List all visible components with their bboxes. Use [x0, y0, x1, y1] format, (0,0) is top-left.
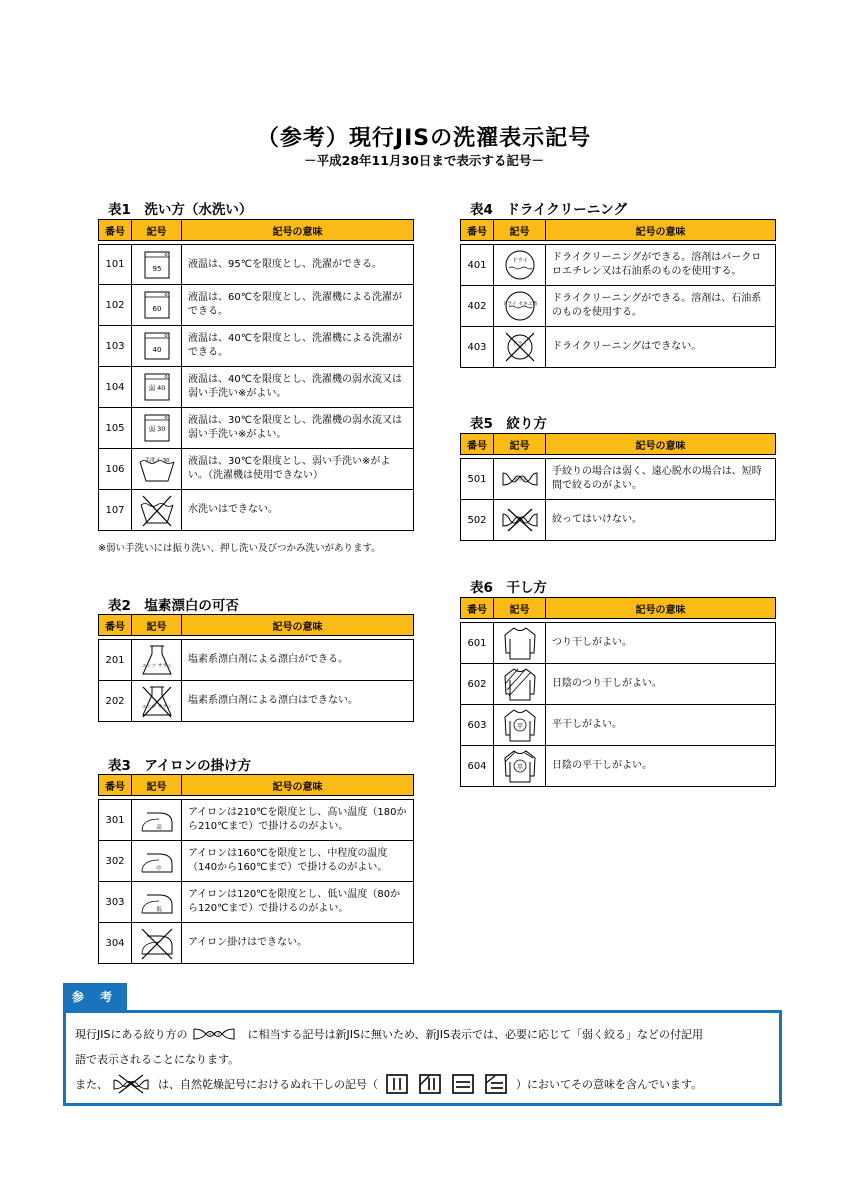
hand-wash-icon: [132, 449, 182, 490]
wash-95-icon: [132, 245, 182, 285]
row-meaning: 塩素系漂白剤による漂白はできない。: [182, 681, 414, 722]
table-row: [461, 623, 776, 664]
table-row: [99, 640, 414, 681]
table2-caption: 表2 塩素漂白の可否: [108, 598, 239, 614]
drip-flat-dry-shade-icon: [485, 1074, 507, 1094]
table-row: [461, 705, 776, 746]
do-not-iron-icon: [132, 923, 182, 964]
symbol-text: 40: [152, 346, 161, 354]
line-dry-icon: [494, 623, 546, 664]
table-row: [461, 459, 776, 500]
row-num: 202: [99, 681, 132, 722]
row-num: 602: [461, 664, 494, 705]
symbol-text: 弱 30: [148, 425, 165, 433]
row-num: 501: [461, 459, 494, 500]
row-num: 104: [99, 367, 132, 408]
row-meaning: 塩素系漂白剤による漂白ができる。: [182, 640, 414, 681]
row-num: 603: [461, 705, 494, 746]
table-row: [99, 800, 414, 841]
header-meaning: 記号の意味: [182, 775, 414, 796]
page-subtitle: －平成28年11月30日まで表示する記号－: [304, 153, 544, 168]
row-num: 401: [461, 245, 494, 286]
svg-text:ヨワク: ヨワク: [207, 1033, 222, 1038]
table-row: [461, 746, 776, 787]
row-meaning: ドライクリーニングができる。溶剤は、石油系のものを使用する。: [546, 286, 776, 327]
symbol-text: 高: [155, 825, 162, 831]
line-dry-shade-icon: [494, 664, 546, 705]
flat-dry-shade-icon: [494, 746, 546, 787]
reference-text: に相当する記号は新JISに無いため、新JIS表示では、必要に応じて「弱く絞る」などの付記用: [247, 1028, 703, 1041]
reference-line-2: [75, 1051, 239, 1067]
table-header-row: [99, 220, 414, 241]
reference-text: 語で表示されることになります。: [75, 1053, 240, 1066]
row-meaning: 日陰のつり干しがよい。: [546, 664, 776, 705]
table-row: [461, 500, 776, 541]
drip-line-dry-shade-icon: [419, 1074, 441, 1094]
header-meaning: 記号の意味: [182, 615, 414, 636]
reference-text: また、: [75, 1078, 108, 1091]
table2-bleach: [98, 614, 414, 722]
row-meaning: アイロンは160℃を限度とし、中程度の温度（140から160℃まで）で掛けるのがよい。: [182, 841, 414, 882]
table-row: [461, 664, 776, 705]
do-not-wring-icon: [111, 1074, 151, 1094]
row-num: 107: [99, 490, 132, 531]
header-sym: 記号: [494, 220, 546, 241]
row-num: 105: [99, 408, 132, 449]
symbol-text: ドライ: [512, 341, 527, 347]
table6-drying: [460, 597, 776, 787]
page-title: （参考）現行JISの洗濯表示記号: [256, 126, 592, 151]
row-meaning: つり干しがよい。: [546, 623, 776, 664]
table-row: [99, 490, 414, 531]
table6-caption: 表6 干し方: [470, 580, 547, 596]
row-num: 601: [461, 623, 494, 664]
row-meaning: アイロン掛けはできない。: [182, 923, 414, 964]
row-meaning: 液温は、60℃を限度とし、洗濯機による洗濯ができる。: [182, 285, 414, 326]
row-num: 402: [461, 286, 494, 327]
row-num: 502: [461, 500, 494, 541]
row-num: 201: [99, 640, 132, 681]
wash-40-icon: [132, 326, 182, 367]
row-num: 403: [461, 327, 494, 368]
header-meaning: 記号の意味: [546, 220, 776, 241]
table-row: [99, 841, 414, 882]
do-not-dry-clean-icon: [494, 327, 546, 368]
table5-caption: 表5 絞り方: [470, 416, 547, 432]
row-num: 302: [99, 841, 132, 882]
symbol-text: エンソ サラシ: [141, 664, 172, 669]
iron-low-icon: [132, 882, 182, 923]
do-not-wash-icon: [132, 490, 182, 531]
reference-text: 現行JISにある絞り方の: [75, 1028, 188, 1041]
row-num: 102: [99, 285, 132, 326]
header-meaning: 記号の意味: [546, 434, 776, 455]
header-num: 番号: [99, 220, 132, 241]
header-num: 番号: [99, 615, 132, 636]
header-num: 番号: [461, 220, 494, 241]
header-meaning: 記号の意味: [546, 598, 776, 619]
bleach-ok-icon: [132, 640, 182, 681]
row-meaning: 水洗いはできない。: [182, 490, 414, 531]
symbol-text: ドライ セキユ系: [502, 302, 537, 307]
table-row: [99, 882, 414, 923]
wring-gently-icon: [190, 1026, 238, 1042]
row-num: 301: [99, 800, 132, 841]
row-meaning: ドライクリーニングができる。溶剤はパークロロエチレン又は石油系のものを使用する。: [546, 245, 776, 286]
table-row: [99, 285, 414, 326]
table3-ironing: [98, 774, 414, 964]
row-meaning: 液温は、40℃を限度とし、洗濯機の弱水流又は弱い手洗い※がよい。: [182, 367, 414, 408]
row-meaning: 絞ってはいけない。: [546, 500, 776, 541]
table1-caption: 表1 洗い方（水洗い）: [108, 202, 253, 218]
table-row: [461, 327, 776, 368]
table1-washing: [98, 219, 414, 531]
symbol-text: 低: [155, 907, 162, 913]
header-num: 番号: [99, 775, 132, 796]
table-row: [461, 245, 776, 286]
row-meaning: 液温は、30℃を限度とし、弱い手洗い※がよい。（洗濯機は使用できない）: [182, 449, 414, 490]
row-num: 101: [99, 245, 132, 285]
symbol-text: 手洗イ 30: [143, 458, 170, 464]
wash-gentle-40-icon: [132, 367, 182, 408]
row-num: 604: [461, 746, 494, 787]
table-row: [99, 681, 414, 722]
drip-line-dry-icon: [386, 1074, 408, 1094]
header-sym: 記号: [132, 775, 182, 796]
header-num: 番号: [461, 434, 494, 455]
reference-line-3: [75, 1074, 702, 1094]
row-meaning: ドライクリーニングはできない。: [546, 327, 776, 368]
header-sym: 記号: [494, 598, 546, 619]
header-sym: 記号: [132, 220, 182, 241]
row-num: 106: [99, 449, 132, 490]
wring-gently-icon: [494, 459, 546, 500]
table-row: [99, 367, 414, 408]
table5-wringing: [460, 433, 776, 541]
table3-caption: 表3 アイロンの掛け方: [108, 758, 252, 774]
symbol-text: 95: [152, 264, 161, 273]
table-row: [461, 286, 776, 327]
row-meaning: 液温は、95℃を限度とし、洗濯ができる。: [182, 245, 414, 285]
row-meaning: 日陰の平干しがよい。: [546, 746, 776, 787]
drip-flat-dry-icon: [452, 1074, 474, 1094]
table4-dry-cleaning: [460, 219, 776, 368]
header-num: 番号: [461, 598, 494, 619]
header-meaning: 記号の意味: [182, 220, 414, 241]
table-row: [99, 245, 414, 285]
reference-text: ）においてその意味を含んでいます。: [516, 1078, 703, 1091]
iron-high-icon: [132, 800, 182, 841]
symbol-text: ヨワク: [512, 478, 527, 483]
footnote: ※弱い手洗いには振り洗い、押し洗い及びつかみ洗いがあります。: [98, 543, 381, 554]
table-row: [99, 408, 414, 449]
reference-text: は、自然乾燥記号におけるぬれ干しの記号（: [158, 1078, 378, 1091]
row-num: 103: [99, 326, 132, 367]
table-row: [99, 449, 414, 490]
iron-medium-icon: [132, 841, 182, 882]
symbol-text: 中: [155, 866, 162, 872]
table-row: [99, 326, 414, 367]
symbol-text: 弱 40: [148, 384, 165, 392]
row-meaning: 液温は、40℃を限度とし、洗濯機による洗濯ができる。: [182, 326, 414, 367]
row-num: 303: [99, 882, 132, 923]
do-not-wring-icon: [494, 500, 546, 541]
do-not-bleach-icon: [132, 681, 182, 722]
reference-label: 参 考: [63, 983, 127, 1011]
symbol-text: エンソ サラシ: [141, 705, 172, 710]
reference-line-1: [75, 1026, 703, 1042]
row-num: 304: [99, 923, 132, 964]
header-sym: 記号: [494, 434, 546, 455]
wash-gentle-30-icon: [132, 408, 182, 449]
symbol-text: 平: [516, 722, 523, 730]
symbol-text: 60: [152, 305, 161, 313]
dry-clean-icon: [494, 245, 546, 286]
row-meaning: 平干しがよい。: [546, 705, 776, 746]
symbol-text: ドライ: [511, 258, 528, 264]
row-meaning: アイロンは210℃を限度とし、高い温度（180から210℃まで）で掛けるのがよい。: [182, 800, 414, 841]
flat-dry-icon: [494, 705, 546, 746]
dry-clean-petroleum-icon: [494, 286, 546, 327]
row-meaning: 液温は、30℃を限度とし、洗濯機の弱水流又は弱い手洗い※がよい。: [182, 408, 414, 449]
row-meaning: アイロンは120℃を限度とし、低い温度（80から120℃まで）で掛けるのがよい。: [182, 882, 414, 923]
table4-caption: 表4 ドライクリーニング: [470, 202, 627, 218]
symbol-text: 平: [516, 763, 523, 771]
wash-60-icon: [132, 285, 182, 326]
table-row: [99, 923, 414, 964]
row-meaning: 手絞りの場合は弱く、遠心脱水の場合は、短時間で絞るのがよい。: [546, 459, 776, 500]
header-sym: 記号: [132, 615, 182, 636]
